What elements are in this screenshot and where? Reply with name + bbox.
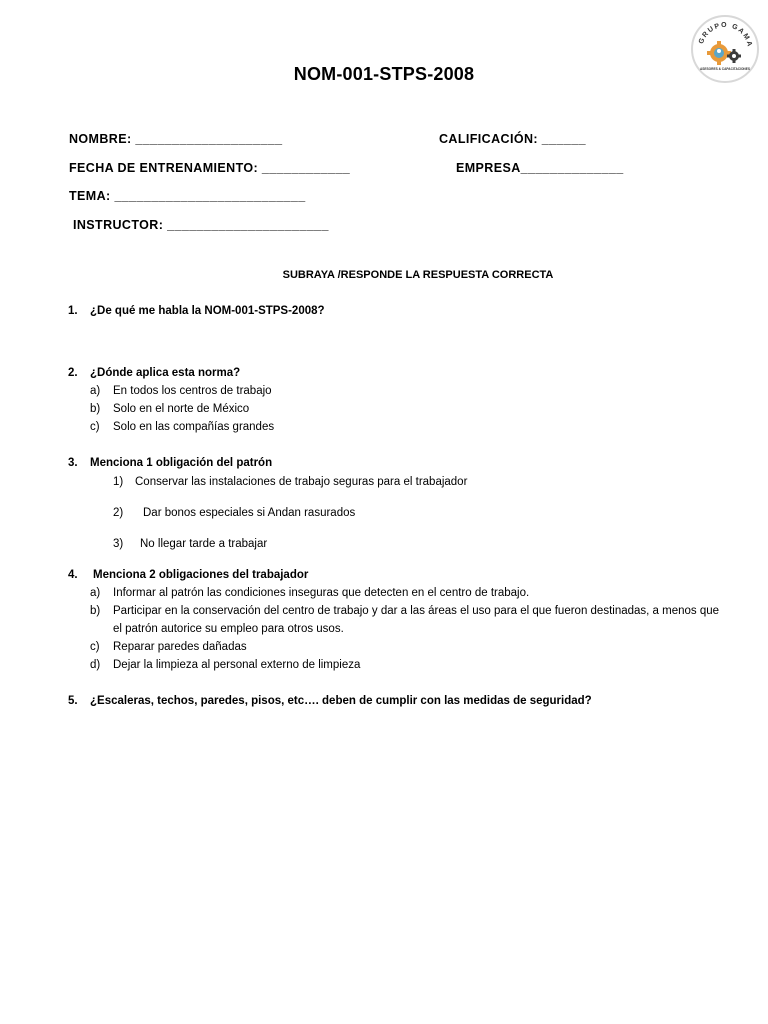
option-text: Reparar paredes dañadas xyxy=(113,641,247,653)
instructor-field[interactable]: INSTRUCTOR: ______________________ xyxy=(73,218,329,232)
question-5 xyxy=(68,695,592,707)
question-text: Menciona 2 obligaciones del trabajador xyxy=(93,569,309,581)
fecha-entrenamiento-field[interactable]: FECHA DE ENTRENAMIENTO: ____________ xyxy=(69,161,351,175)
question-number: 2. xyxy=(68,367,78,379)
question-text: ¿De qué me habla la NOM-001-STPS-2008? xyxy=(90,305,325,317)
svg-text:GRUPO GAMA: GRUPO GAMA xyxy=(697,21,754,49)
option-2b[interactable] xyxy=(90,403,249,415)
question-text: ¿Escaleras, techos, paredes, pisos, etc…. deben de cumplir con las medidas de seguridad? xyxy=(90,695,592,707)
option-text: Dejar la limpieza al personal externo de limpieza xyxy=(113,659,361,671)
question-4 xyxy=(68,569,308,581)
question-1 xyxy=(68,305,325,317)
question-text: Menciona 1 obligación del patrón xyxy=(90,457,273,469)
question-text: ¿Dónde aplica esta norma? xyxy=(90,367,241,379)
question-number: 1. xyxy=(68,305,78,317)
option-2a[interactable] xyxy=(90,385,272,397)
instructions-heading: SUBRAYA /RESPONDE LA RESPUESTA CORRECTA xyxy=(282,269,554,281)
option-text: En todos los centros de trabajo xyxy=(113,385,272,397)
nombre-field[interactable]: NOMBRE: ____________________ xyxy=(69,132,283,146)
option-4b-continuation: el patrón autorice su empleo para otros usos. xyxy=(113,623,344,635)
option-3-3[interactable] xyxy=(113,538,267,550)
question-number: 4. xyxy=(68,569,78,581)
option-2c[interactable] xyxy=(90,421,274,433)
option-text: Solo en el norte de México xyxy=(113,403,250,415)
svg-text:ASESORES & CAPACITACIONES: ASESORES & CAPACITACIONES xyxy=(699,67,751,71)
question-number: 5. xyxy=(68,695,78,707)
option-marker: b) xyxy=(90,403,101,415)
empresa-field[interactable]: EMPRESA______________ xyxy=(456,161,624,175)
option-marker: 3) xyxy=(113,538,124,550)
page-title: NOM-001-STPS-2008 xyxy=(293,64,475,84)
option-marker: 1) xyxy=(113,476,124,488)
option-4d[interactable] xyxy=(90,659,360,671)
option-text: Conservar las instalaciones de trabajo seguras para el trabajador xyxy=(135,476,468,488)
option-marker: b) xyxy=(90,605,101,617)
option-text: Informar al patrón las condiciones inseguras que detecten en el centro de trabajo. xyxy=(113,587,530,599)
question-2 xyxy=(68,367,240,379)
question-3 xyxy=(68,457,272,469)
question-number: 3. xyxy=(68,457,78,469)
option-4a[interactable] xyxy=(90,587,529,599)
option-3-2[interactable] xyxy=(113,507,355,519)
option-text: Dar bonos especiales si Andan rasurados xyxy=(143,507,356,519)
option-text: No llegar tarde a trabajar xyxy=(140,538,268,550)
tema-field[interactable]: TEMA: __________________________ xyxy=(69,189,306,203)
option-text: Participar en la conservación del centro de trabajo y dar a las áreas el uso para el que fueron destinadas, a menos que xyxy=(113,605,720,617)
option-3-1[interactable] xyxy=(113,476,467,488)
option-4b[interactable] xyxy=(90,605,719,617)
option-marker: c) xyxy=(90,421,100,433)
option-marker: d) xyxy=(90,659,101,671)
option-marker: 2) xyxy=(113,507,124,519)
option-text: Solo en las compañías grandes xyxy=(113,421,275,433)
calificacion-field[interactable]: CALIFICACIÓN: ______ xyxy=(439,132,586,146)
option-marker: a) xyxy=(90,385,101,397)
option-4c[interactable] xyxy=(90,641,247,653)
option-marker: c) xyxy=(90,641,100,653)
option-marker: a) xyxy=(90,587,101,599)
